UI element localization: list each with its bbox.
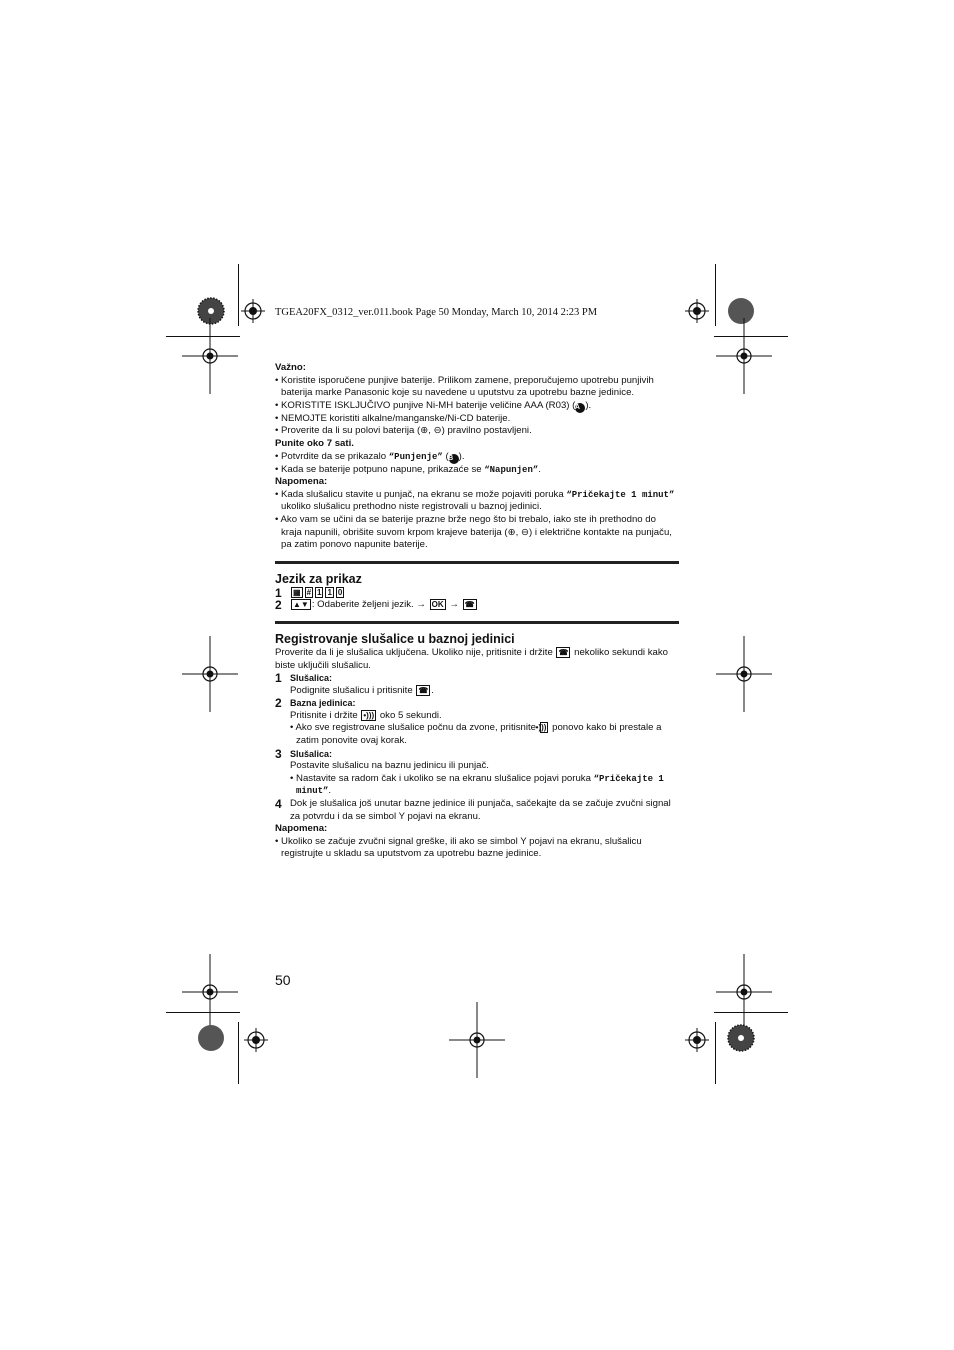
section-title-registrovanje: Registrovanje slušalice u baznoj jedinici (275, 631, 515, 646)
step-text: Postavite slušalicu na baznu jedinicu ili punjač. (290, 760, 489, 772)
step-2: 2 ▲▼ : Odaberite željeni jezik. → OK → ☎ (275, 598, 475, 613)
list-item: • Kada slušalicu stavite u punjač, na ekranu se može pojaviti poruka “Pričekajte 1 minut” ukoliko slušalicu prethodno niste registrovali u baznoj jedinici. (275, 488, 675, 513)
step-1: 1 Slušalica: (275, 671, 333, 686)
list-item: • Kada se baterije potpuno napune, prikazaće se “Napunjen”. (275, 463, 541, 475)
arrow-icon: → (416, 599, 426, 611)
page-content (275, 362, 679, 861)
napomena-title: Napomena: (275, 823, 328, 835)
list-item: • Koristite isporučene punjive baterije. Prilikom zamene, preporučujemo upotrebu punjivih baterija marke Panasonic koje su navedene u uputstvu za upotrebu bazne jedinice. (275, 374, 654, 399)
step-4: 4 Dok je slušalica još unutar bazne jedinice ili punjača, sačekajte da se začuje zvučni signal za potvrdu i da se simbol Y pojavi na ekranu. (275, 797, 671, 822)
list-item: • Ukoliko se začuje zvučni signal greške, ili ako se simbol Y pojavi na ekranu, slušalicu registrujte u skladu sa uputstvom za upotrebu bazne jedinice. (275, 835, 642, 860)
digit-key: 1 (327, 587, 332, 597)
marker-a-icon: A (575, 403, 585, 413)
list-item: • Ako sve registrovane slušalice počnu da zvone, pritisnite •))) ponovo kako bi prestale a zatim ponovite ovaj korak. (290, 722, 662, 747)
menu-key-icon: ▦ (293, 587, 301, 597)
locator-key-icon: •))) (535, 723, 547, 733)
list-item: • KORISTITE ISKLJUČIVO punjive Ni-MH baterije veličine AAA (R03) (A ). (275, 399, 592, 411)
off-key-icon: ☎ (464, 600, 475, 610)
step-3: 3 Slušalica: (275, 746, 333, 761)
ok-key: OK (431, 600, 444, 610)
marker-b-icon: B (449, 454, 459, 464)
step-1: 1 ▦ # 1 1 0 (275, 585, 343, 600)
section-divider (275, 621, 679, 624)
list-item: • Potvrdite da se prikazalo “Punjenje” (B ). (275, 450, 465, 462)
step-text: Pritisnite i držite •))) oko 5 sekundi. (290, 709, 442, 721)
list-item: • Proverite da li su polovi baterija (⊕, ⊖) pravilno postavljeni. (275, 425, 532, 437)
digit-key: 1 (317, 587, 322, 597)
list-item: • NEMOJTE koristiti alkalne/manganske/Ni-CD baterije. (275, 412, 511, 424)
list-item: • Ako vam se učini da se baterije prazne brže nego što bi trebalo, iako ste ih prethodno do kraja napunili, obrišite suvom krpom krajeve baterija (⊕, ⊖) i električne kontakte na punjaču, pa zatim ponovo napunite baterije. (275, 513, 672, 551)
page-number: 50 (275, 972, 291, 988)
section-divider (275, 561, 679, 564)
off-key-icon: ☎ (558, 647, 569, 657)
step-text: Podignite slušalicu i pritisnite ☎ . (290, 684, 434, 696)
napomena-title: Napomena: (275, 476, 328, 488)
intro-text: Proverite da li je slušalica uključena. Ukoliko nije, pritisnite i držite ☎ nekoliko sekundi kako biste uključili slušalicu. (275, 646, 668, 671)
punite-title: Punite oko 7 sati. (275, 437, 354, 449)
file-header: TGEA20FX_0312_ver.011.book Page 50 Monday, March 10, 2014 2:23 PM (275, 307, 598, 318)
arrow-icon: → (449, 599, 459, 611)
section-title-jezik: Jezik za prikaz (275, 571, 362, 586)
list-item: • Nastavite sa radom čak i ukoliko se na ekranu slušalice pojavi poruka “Pričekajte 1 minut”. (290, 772, 664, 797)
locator-key-icon: •))) (363, 710, 375, 720)
digit-key: 0 (337, 587, 343, 597)
step-2: 2 Bazna jedinica: (275, 696, 356, 711)
hash-key: # (306, 587, 312, 597)
talk-key-icon: ☎ (418, 685, 429, 695)
up-down-key-icon: ▲▼ (293, 600, 309, 610)
vazno-title: Važno: (275, 362, 306, 373)
